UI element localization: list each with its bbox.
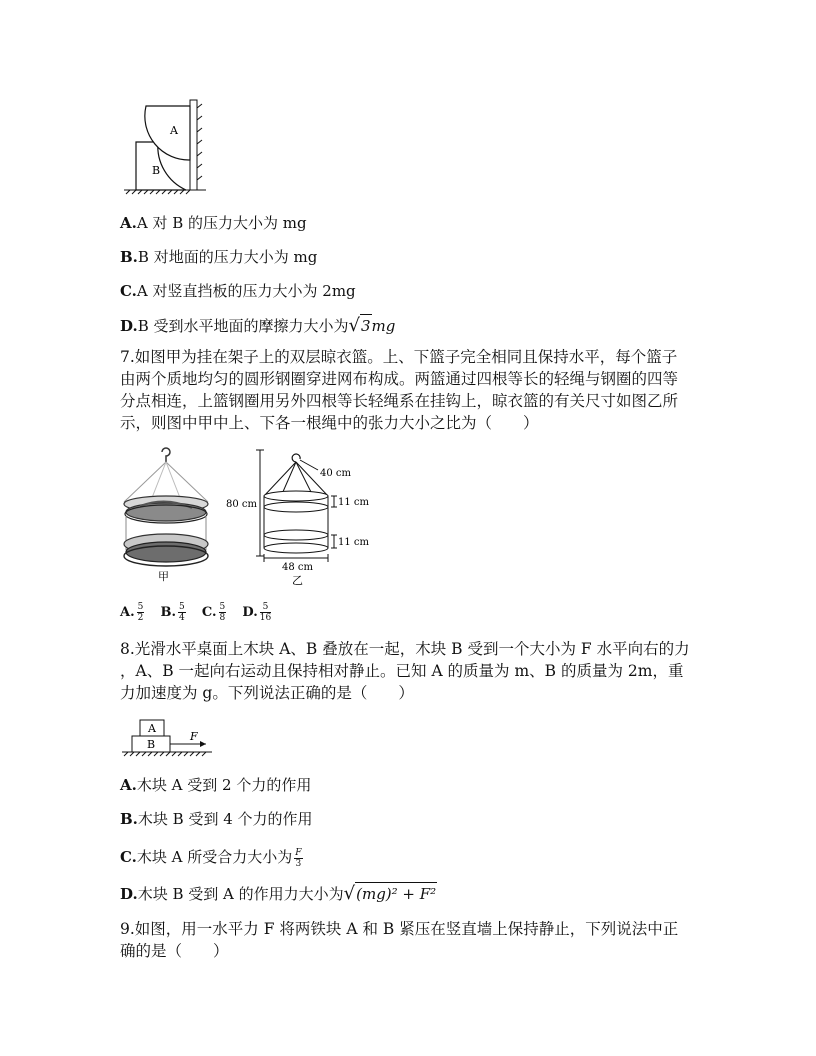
option-fraction: $\frac{F}{3}$ [295,847,302,869]
q7-option-b[interactable] [160,602,188,623]
sqrt-symbol: √ [343,883,356,904]
q8-label-f: F [190,730,198,743]
option-letter: B. [120,248,138,266]
q8-option-c[interactable] [120,846,305,869]
q8-stem [120,638,710,704]
option-fraction: $\frac{5}{16}$ [259,602,272,623]
option-text: B 对地面的压力大小为 mg [137,248,318,266]
option-text: 木块 A 受到 2 个力的作用 [136,776,312,794]
option-letter: D. [242,605,258,620]
option-text: 木块 A 所受合力大小为 [136,848,293,866]
option-text: A 对竖直挡板的压力大小为 2mg [136,282,356,300]
option-text: A 对 B 的压力大小为 mg [136,214,307,232]
q8-line: 8.光滑水平桌面上木块 A、B 叠放在一起，木块 B 受到一个大小为 F 水平向右的力 [120,640,690,658]
q7-stem [120,346,710,434]
sqrt-radicand: 3 [360,314,372,337]
q7-options [120,602,273,624]
q6-figure [118,98,208,198]
q7-label-jia: 甲 [158,570,169,583]
q9-line: 9.如图，用一水平力 F 将两铁块 A 和 B 紧压在竖直墙上保持静止，下列说法中正 [120,920,679,938]
option-letter: A. [120,214,137,232]
q7-option-a[interactable] [120,602,146,623]
q7-figure-yi [222,444,382,590]
q7-line: 分点相连，上篮钢圈用另外四根等长轻绳系在挂钩上，晾衣篮的有关尺寸如图乙所 [120,392,679,410]
option-letter: B. [120,810,138,828]
option-fraction: $\frac{5}{2}$ [137,602,144,623]
q7-line: 7.如图甲为挂在架子上的双层晾衣篮。上、下篮子完全相同且保持水平，每个篮子 [120,348,678,366]
option-fraction: $\frac{5}{8}$ [219,602,226,623]
option-text: 木块 B 受到 A 的作用力大小为 [137,885,344,903]
q7-dim-gap1: 11 cm [338,497,369,508]
q7-dim-gap2: 11 cm [338,537,369,548]
math-tail: mg [371,317,396,335]
option-letter: C. [201,605,217,620]
q8-label-b: B [147,738,156,751]
q7-figure-jia [118,446,218,586]
option-letter: B. [160,605,177,620]
option-letter: A. [120,605,135,620]
sqrt-radicand: (mg)² + F² [355,882,437,905]
option-letter: D. [120,885,138,903]
option-letter: D. [120,317,138,335]
q7-line: 由两个质地均匀的圆形钢圈穿进网布构成。两篮通过四根等长的轻绳与钢圈的四等 [120,370,679,388]
q9-line: 确的是（ ） [120,942,229,960]
q7-line: 示，则图中甲中上、下各一根绳中的张力大小之比为（ ） [120,414,539,432]
q6-option-c[interactable] [120,280,356,302]
q6-label-b: B [152,164,161,177]
q6-option-a[interactable] [120,212,307,234]
option-text: B 受到水平地面的摩擦力大小为 [137,317,349,335]
q8-figure [118,714,218,760]
q8-option-b[interactable] [120,808,313,830]
q7-option-d[interactable] [242,602,273,623]
q6-option-b[interactable] [120,246,317,268]
q8-line: 力加速度为 g。下列说法正确的是（ ） [120,684,414,702]
q8-line: ，A、B 一起向右运动且保持相对静止。已知 A 的质量为 m、B 的质量为 2m，重 [120,662,684,680]
q8-option-d[interactable] [120,882,437,905]
q6-label-a: A [170,124,178,137]
q9-stem [120,918,710,962]
option-letter: C. [120,282,137,300]
q7-dim-top: 40 cm [320,468,351,479]
q7-dim-height: 80 cm [226,499,257,510]
q8-option-a[interactable] [120,774,311,796]
q7-option-c[interactable] [201,602,228,623]
q8-label-a: A [148,722,156,735]
q7-label-yi: 乙 [292,574,303,587]
q7-dim-width: 48 cm [282,562,313,573]
option-letter: A. [120,776,137,794]
q6-option-d[interactable] [120,314,395,337]
option-fraction: $\frac{5}{4}$ [179,602,185,623]
sqrt-symbol: √ [348,315,360,336]
option-letter: C. [120,848,137,866]
option-text: 木块 B 受到 4 个力的作用 [137,810,313,828]
